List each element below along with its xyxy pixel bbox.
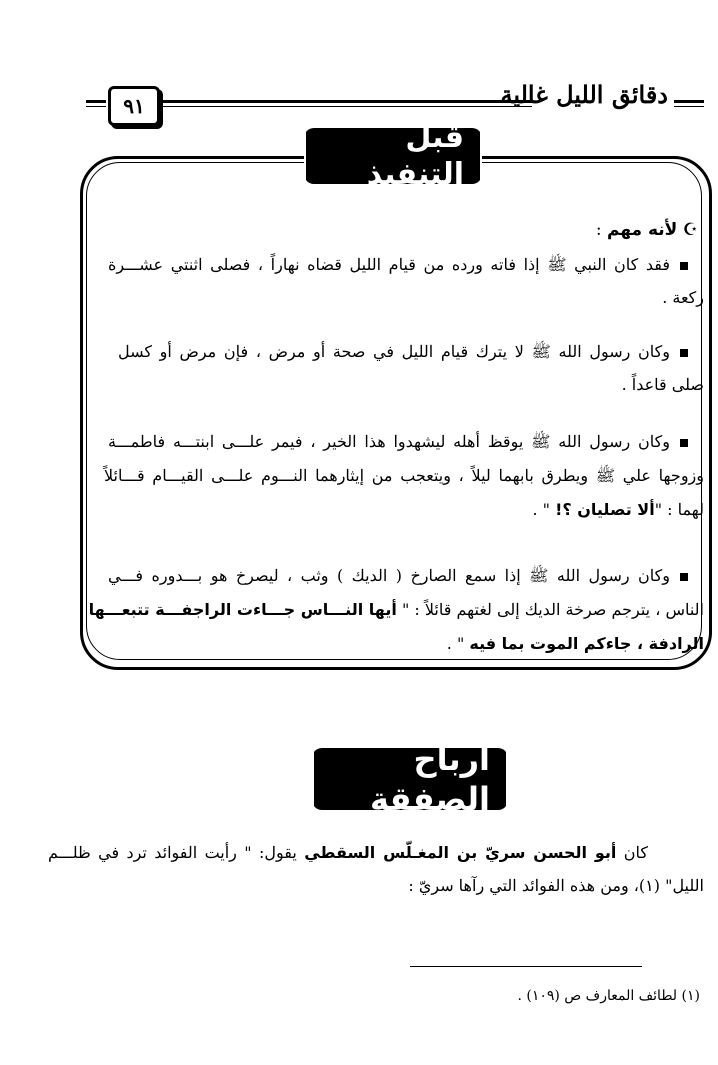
header-rule-left <box>86 100 106 103</box>
header-rule-main <box>158 100 532 103</box>
book-title: دقائق الليل غالية <box>500 80 668 109</box>
section2-title: أرباح الصفقة <box>312 737 508 821</box>
person-name: أبو الحسن سريّ بن المغـلّس السقطي <box>304 843 617 862</box>
section-title: قبل التنفيذ <box>304 117 482 196</box>
quote-bold: الرادفة ، جاءكم الموت بما فيه <box>469 634 704 653</box>
page-number: ٩١ <box>108 86 160 126</box>
section2-para-line-2: الليل" (١)، ومن هذه الفوائد التي رآها سريّ : <box>408 876 704 895</box>
item-4-line-1: وكان رسول الله ﷺ إذا سمع الصارخ ( الديك ) وثب ، ليصرخ هو بـــدوره فـــي <box>108 566 688 589</box>
bullet-icon <box>680 349 688 357</box>
bullet-icon <box>680 439 688 447</box>
quote-bold: أيها النـــاس جـــاءت الراجفـــة تتبعـــها <box>88 600 397 619</box>
item-1-line-2: ركعة . <box>662 288 704 307</box>
heading-colon: : <box>595 220 602 240</box>
header-rule-right <box>674 100 704 103</box>
item-3-line-3: لهما : "ألا تصليان ؟! " . <box>532 500 704 519</box>
section2-title-badge <box>312 740 508 818</box>
section2-para-line-1: كان أبو الحسن سريّ بن المغـلّس السقطي يقول: " رأيت الفوائد ترد في ظلـــم <box>48 843 649 862</box>
item-3-line-2: وزوجها علي ﷺ ويطرق بابهما ليلاً ، ويتعجب من إيثارهما النـــوم علـــى القيـــام قـــائلاً <box>104 466 704 485</box>
item-4-line-3: الرادفة ، جاءكم الموت بما فيه " . <box>446 634 704 653</box>
header-rule-left-thin <box>86 106 106 107</box>
heading-text: لأنه مهم <box>606 220 678 240</box>
item-1-line-1: فقد كان النبي ﷺ إذا فاته ورده من قيام الليل قضاه نهاراً ، فصلى اثنتي عشـــرة <box>108 255 688 278</box>
section-heading <box>596 220 698 240</box>
item-2-line-1: وكان رسول الله ﷺ لا يترك قيام الليل في صحة أو مرض ، فإن مرض أو كسل <box>118 342 688 365</box>
footnote-rule <box>410 966 642 967</box>
bullet-icon <box>680 262 688 270</box>
item-3-line-1: وكان رسول الله ﷺ يوقظ أهله ليشهدوا هذا الخير ، فيمر علـــى ابنتـــه فاطمـــة <box>108 432 688 455</box>
header-rule-right-thin <box>674 106 704 107</box>
footnote: (١) لطائف المعارف ص (١٠٩) . <box>517 988 700 1004</box>
header-rule-main-thin <box>158 106 532 107</box>
item-2-line-2: صلى قاعداً . <box>621 375 704 394</box>
section-title-badge <box>304 119 482 192</box>
item-4-line-2: الناس ، يترجم صرخة الديك إلى لغتهم قائلاً : " أيها النـــاس جـــاءت الراجفـــة تتبعـــها <box>88 600 704 619</box>
heading-icon: ☪ <box>682 220 698 240</box>
quote-bold: ألا تصليان ؟! <box>555 500 655 519</box>
bullet-icon <box>680 573 688 581</box>
